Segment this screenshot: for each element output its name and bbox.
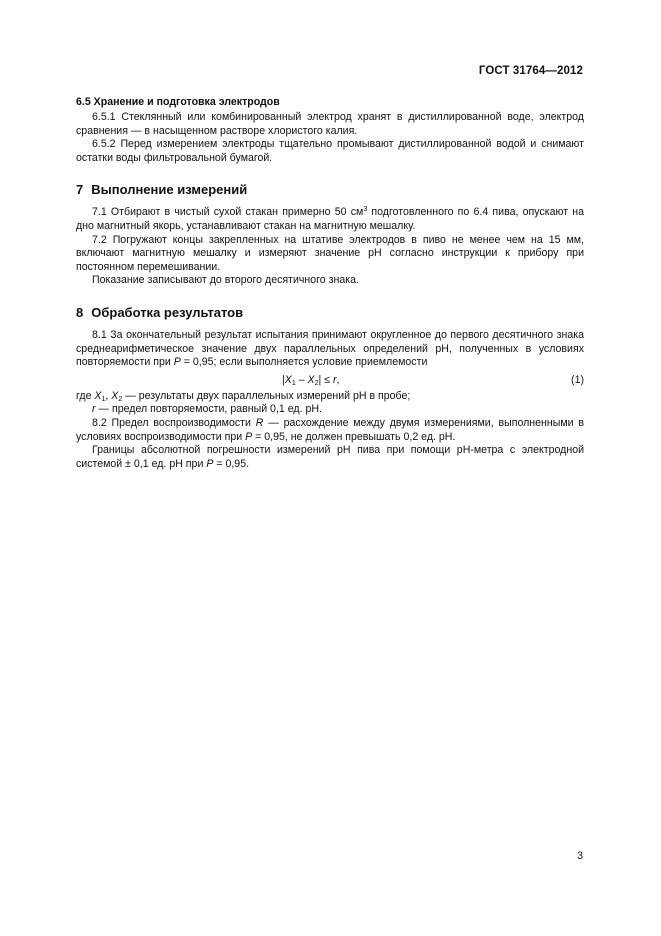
section-7-number: 7 [76, 182, 84, 198]
paragraph-6-5-2: 6.5.2 Перед измерением электроды тщательно промывают дистиллированной водой и снимают остатки воды фильтровальной бумагой. [76, 138, 584, 164]
paragraph-7-2: 7.2 Погружают концы закрепленных на штативе электродов в пиво не менее чем на 15 мм, включают магнитную мешалку и измеряют значение рН согласно инструкции к прибору при постоянном перемешивании. [76, 233, 584, 273]
section-8-heading [76, 304, 584, 322]
section-7-heading [76, 181, 584, 199]
section-8-title: Обработка результатов [91, 304, 244, 320]
section-8-number: 8 [76, 304, 84, 320]
standard-id: ГОСТ 31764—2012 [478, 65, 583, 77]
formula-1 [76, 370, 584, 390]
page-number: 3 [577, 850, 583, 862]
paragraph-7-1: 7.1 Отбирают в чистый сухой стакан примерно 50 $см^3$ подготовленного по 6.4 пива, опускают на дно магнитный якорь, устанавливают стакан на магнитную мешалку. [76, 206, 584, 232]
formula-number: (1) [571, 373, 584, 386]
formula-legend-x: где $X_1$, $X_2$ — результаты двух параллельных измерений рН в пробе; [76, 389, 411, 403]
paragraph-8-1: 8.1 За окончательный результат испытания принимают округленное до первого десятичного знака среднеарифметическое значение двух параллельных определений рН, полученных в условиях повторяемости при P = 0,95; если выполняется условие приемлемости [76, 328, 584, 369]
paragraph-7-3: Показание записывают до второго десятичного знака. [92, 274, 359, 287]
formula-expression: $|X_1 - X_2| \le r$, [282, 373, 340, 387]
formula-legend-r: r — предел повторяемости, равный 0,1 ед. рН. [92, 403, 322, 416]
paragraph-8-2: 8.2 Предел воспроизводимости R — расхождение между двумя измерениями, выполненными в условиях воспроизводимости при P = 0,95, не должен превышать 0,2 ед. рН. [76, 416, 585, 443]
paragraph-6-5-1: 6.5.1 Стеклянный или комбинированный электрод хранят в дистиллированной воде, электрод сравнения — в насыщенном растворе хлористого калия. [76, 111, 584, 137]
paragraph-8-3: Границы абсолютной погрешности измерений рН пива при помощи рН-метра с электродной системой ± 0,1 ед. рН при P = 0,95. [76, 444, 584, 470]
page-content [76, 95, 584, 471]
subsection-6-5-title: 6.5 Хранение и подготовка электродов [76, 96, 280, 108]
section-7-title: Выполнение измерений [91, 182, 248, 198]
